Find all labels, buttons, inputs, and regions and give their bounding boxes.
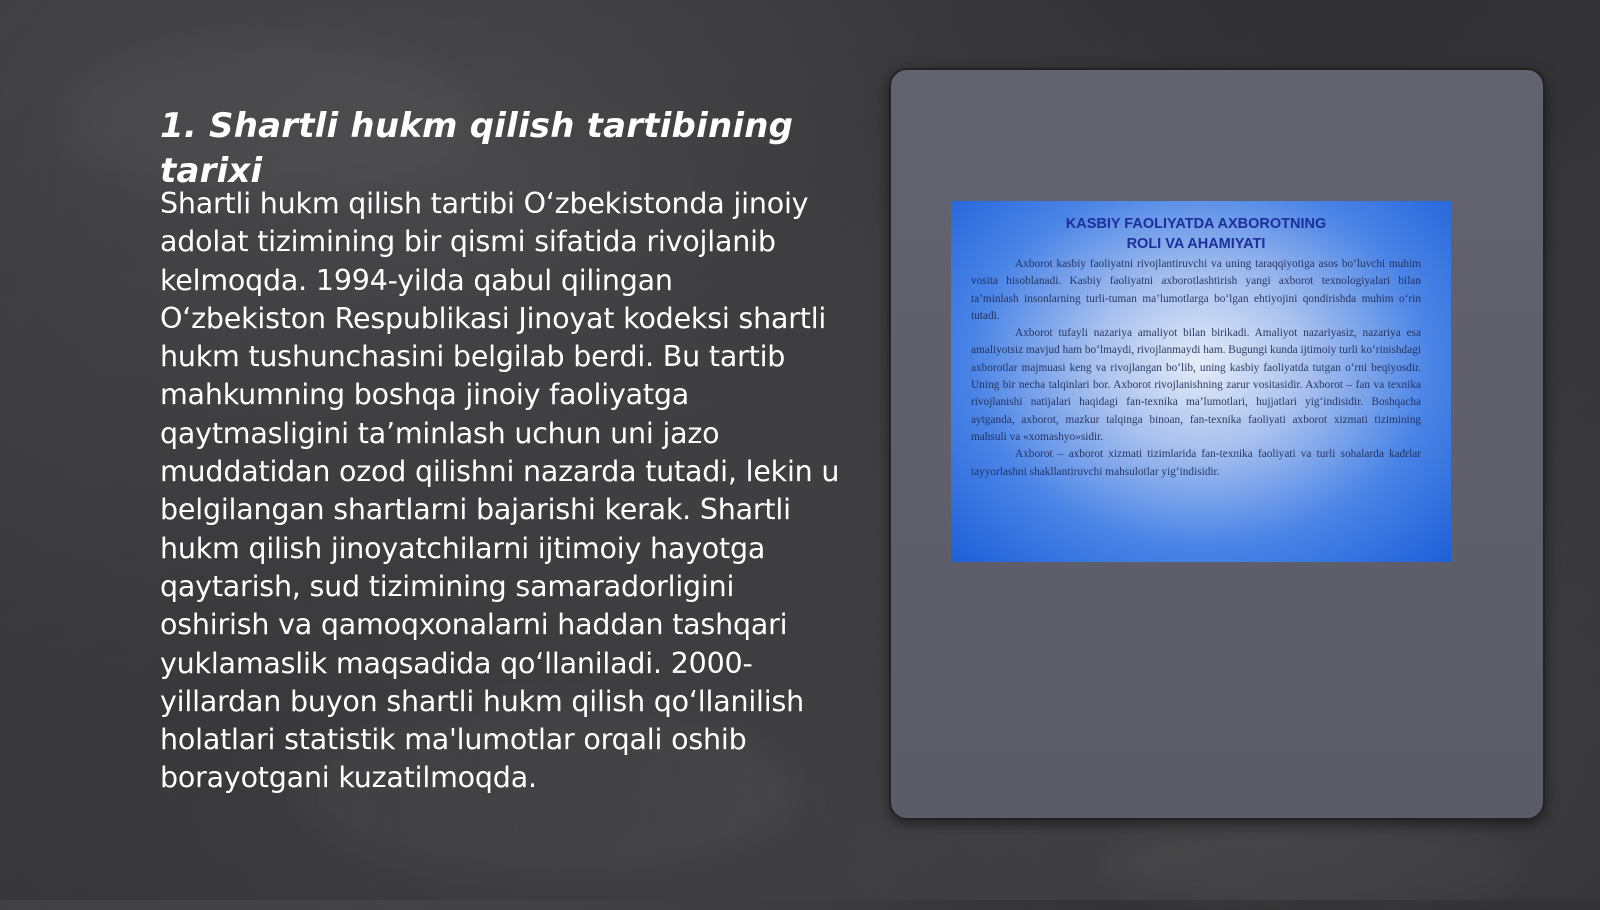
slide-title: 1. Shartli hukm qilish tartibining tarixi: [160, 106, 794, 191]
image-paragraph-3: Axborot – axborot xizmati tizimlarida fan-texnika faoliyati va turli sohalarda kadrlar tayyorlashni shakllantiruvchi mahsulotlar yig‘indisidir.: [971, 448, 1421, 478]
textbook-page-image: [951, 201, 1451, 562]
image-paragraph-2: Axborot tufayli nazariya amaliyot bilan birikadi. Amaliyot nazariyasiz, nazariya esa amaliyotsiz mavjud ham bo‘lmaydi, rivojlanmaydi ham. Bugungi kunda ijtimoiy turli ko‘rinishdagi axborotlar majmuasi keng va rivojlangan bo‘lib, uning kasbiy faoliyatda tutgan o‘rni beqiyosdir. Uning bir necha talqinlari bor. Axborot rivojlanishning zarur vositasidir. Axborot – fan va texnika rivojlanishi natijalari haqidagi fan-texnika ma’lumotlari, hujjatlari yig‘indisidir. Boshqacha aytganda, axborot, mazkur talqinga binoan, fan-texnika faoliyati axborot xizmati tizimining mahsuli va «xomashyo»sidir.: [971, 327, 1421, 443]
slide-body-text: Shartli hukm qilish tartibi O‘zbekistonda jinoiy adolat tizimining bir qismi sifatida rivojlanib kelmoqda. 1994-yilda qabul qilingan O‘zbekiston Respublikasi Jinoyat kodeksi shartli hukm tushunchasini belgilab berdi. Bu tartib mahkumning boshqa jinoiy faoliyatga qaytmasligini ta’minlash uchun uni jazo muddatidan ozod qilishni nazarda tutadi, lekin u belgilangan shartlarni bajarishi kerak. Shartli hukm qilish jinoyatchilarni ijtimoiy hayotga qaytarish, sud tizimining samaradorligini oshirish va qamoqxonalarni haddan tashqari yuklamaslik maqsadida qo‘llaniladi. 2000-yillardan buyon shartli hukm qilish qo‘llanilish holatlari statistik ma'lumotlar orqali oshib borayotgani kuzatilmoqda.: [160, 187, 840, 795]
image-paragraph-1: Axborot kasbiy faoliyatni rivojlantiruvchi va uning taraqqiyotiga asos bo‘luvchi muhim vosita hisoblanadi. Kasbiy faoliyatni axborotlashtirish yangi axborot texnologiyalari bilan ta’minlash insonlarning turli-tuman ma’lumotlarga bo‘lgan ehtiyojini qondirishda muhim o‘rin tutadi.: [971, 258, 1421, 322]
chalk-smudge: [1100, 820, 1520, 910]
image-title: [971, 214, 1421, 254]
image-title-line-1: KASBIY FAOLIYATDA AXBOROTNING: [1065, 216, 1327, 232]
image-title-line-2: ROLI VA AHAMIYATI: [1126, 236, 1266, 252]
